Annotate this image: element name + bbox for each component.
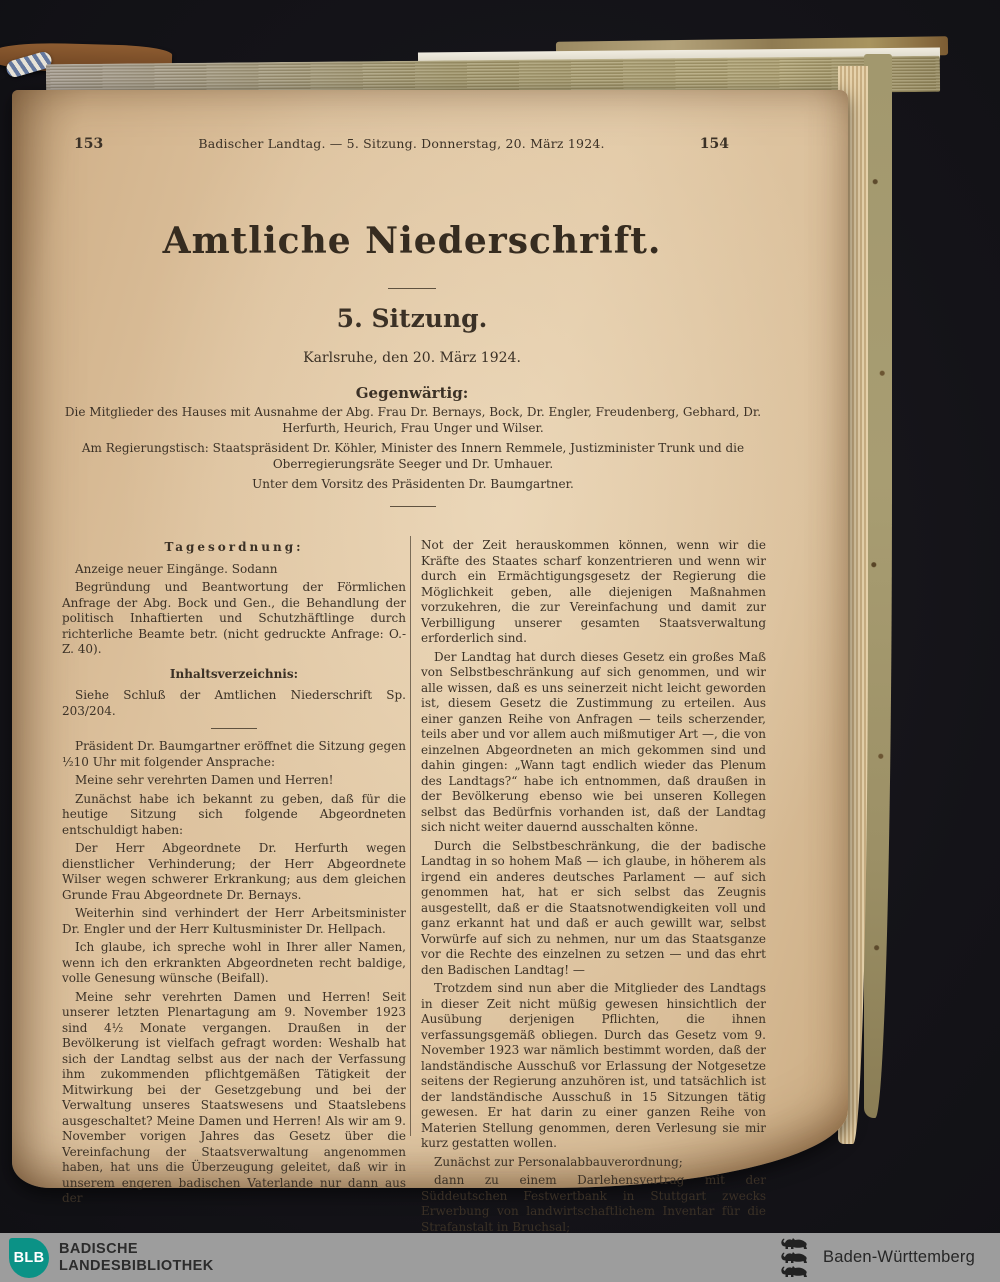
speech-paragraph: Durch die Selbstbeschränkung, die der badische Landtag in so hohem Maß — ich glaube, in höherem als irgend ein anderes deutsches Parlament — auf sich genommen hat, hat er sich selbst das Zeugnis ausgestellt, daß er die Staatsnotwendigkeiten voll und ganz erkannt hat und daß er auch gewillt war, selbst Vorwürfe auf sich zu nehmen, nur um das Staatsganze vor die Rechte des einzelnen zu setzen — und das ehrt den Badischen Landtag! — [421,838,766,977]
left-page-number: 153 [74,136,104,152]
toc-heading: Inhaltsverzeichnis: [169,666,299,681]
state-name: Baden-Württemberg [823,1248,975,1266]
attendance-members: Die Mitglieder des Hauses mit Ausnahme der Abg. Frau Dr. Bernays, Bock, Dr. Engler, Freudenberg, Gebhard, Dr. Herfurth, Heurich, Frau Unger und Wilser. [64,405,762,435]
speech-paragraph: Meine sehr verehrten Damen und Herren! Seit unserer letzten Plenartagung am 9. November 1923 sind 4½ Monate vergangen. Draußen in der Bevölkerung ist vielfach gefragt worden: Weshalb hat sich der Landtag selbst aus der nach der Verfassung ihm zukommenden pflichtgemäßen Tätigkeit der Mitwirkung bei der Gesetzgebung und bei der Verwaltung unseres Staatswesens und Staatslebens ausgeschaltet? Meine Damen und Herren! Als wir am 9. November vorigen Jahres das Gesetz über die Vereinfachung der Staatsverwaltung angenommen haben, hat uns die Überzeugung geleitet, daß wir in unserem engeren badischen Vaterlande nur dann aus der [62,989,406,1205]
library-footer-bar [0,1233,1000,1282]
speech-paragraph: Präsident Dr. Baumgartner eröffnet die Sitzung gegen ½10 Uhr mit folgender Ansprache: [62,739,406,769]
speech-paragraph: dann zu einem Darlehensvertrag mit der Süddeutschen Festwertbank in Stuttgart zwecks Erwerbung von landwirtschaftlichem Inventar für die Strafanstalt in Bruchsal; [421,1173,766,1234]
right-column [421,538,766,1238]
speech-paragraph: Not der Zeit herauskommen können, wenn wir die Kräfte des Staates scharf konzentrieren und wenn wir durch ein Ermächtigungsgesetz der Regierung die Möglichkeit geben, alle diejenigen Maßnahmen vorzukehren, die zur Vereinfachung und damit zur Verbilligung unserer gesamten Staatsverwaltung erforderlich sind. [421,538,766,645]
attendance-chair: Unter dem Vorsitz des Präsidenten Dr. Baumgartner. [252,477,574,491]
attendance-heading: Gegenwärtig: [355,384,469,402]
running-title: Badischer Landtag. — 5. Sitzung. Donnerstag, 20. März 1924. [198,136,605,151]
speech-paragraph: Weiterhin sind verhindert der Herr Arbeitsminister Dr. Engler und der Herr Kultusminister Dr. Hellpach. [62,906,406,936]
library-name-line2: LANDESBIBLIOTHEK [59,1257,214,1274]
marbled-cover-fore-edge [864,54,892,1118]
title-divider [388,288,436,289]
library-name [59,1241,214,1275]
section-divider [390,506,436,507]
speech-paragraph: Ich glaube, ich spreche wohl in Ihrer aller Namen, wenn ich den erkrankten Abgeordneten recht baldige, volle Genesung wünsche (Beifall). [62,940,406,985]
speech-paragraph: Der Herr Abgeordnete Dr. Herfurth wegen dienstlicher Verhinderung; der Herr Abgeordnete Wilser wegen schwerer Erkrankung; aus dem gleichen Grunde Frau Abgeordnete Dr. Bernays. [62,841,406,902]
agenda-heading: Tagesordnung: [164,540,304,554]
page-header [74,136,729,152]
toc-line: Siehe Schluß der Amtlichen Niederschrift Sp. 203/204. [62,688,406,718]
dateline: Karlsruhe, den 20. März 1924. [303,350,521,366]
speech-paragraph: Zunächst habe ich bekannt zu geben, daß für die heutige Sitzung sich folgende Abgeordneten entschuldigt haben: [62,791,406,837]
speech-paragraph: Meine sehr verehrten Damen und Herren! [75,773,334,787]
attendance-government: Am Regierungstisch: Staatspräsident Dr. Köhler, Minister des Innern Remmele, Justizminister Trunk und die Oberregierungsräte Seeger und Dr. Umhauer. [81,441,745,471]
document-title: Amtliche Niederschrift. [162,220,662,262]
coat-of-arms-icon [777,1237,811,1279]
blb-logo-text: BLB [13,1249,45,1266]
speech-paragraph: Der Landtag hat durch dieses Gesetz ein großes Maß von Selbstbeschränkung auf sich genommen, und wir alle wissen, daß es uns seinerzeit nicht leicht geworden ist, diesem Gesetz die Zustimmung zu erteilen. Aus einer ganzen Reihe von Anfragen — teils scherzender, teils aber und vor allem auch mißmutiger Art —, die von einzelnen Abgeordneten an mich gekommen sind und dahin gingen: „Wann tagt endlich wieder das Plenum des Landtags?“ habe ich entnommen, daß draußen in der Bevölkerung ebenso wie bei unseren Kollegen selbst das Bedürfnis vorhanden ist, daß der Landtag sich nicht weiter dauernd ausschalten könne. [421,649,766,834]
column-rule [410,536,411,1136]
speech-divider [211,728,257,729]
session-heading: 5. Sitzung. [336,304,488,333]
state-branding [777,1233,975,1282]
speech-paragraph: Trotzdem sind nun aber die Mitglieder des Landtags in dieser Zeit nicht müßig gewesen hinsichtlich der Ausübung derjenigen Pflichten, die ihnen verfassungsgemäß obliegen. Durch das Gesetz vom 9. November 1923 war nämlich bestimmt worden, daß der landständische Ausschuß vor Erlassung der Notgesetze seitens der Regierung anzuhören ist, und tatsächlich ist der landständische Ausschuß in 15 Sitzungen tätig gewesen. Er hat darin zu einer ganzen Reihe von Materien Stellung genommen, deren Verlesung sie mir kurz gestatten wollen. [421,981,766,1150]
library-name-line1: BADISCHE [59,1240,138,1257]
agenda-item: Begründung und Beantwortung der Förmlichen Anfrage der Abg. Bock und Gen., die Behandlung der politisch Inhaftierten und Schutzhäftlinge durch richterliche Beamte betr. (nicht gedruckte Anfrage: O.-Z. 40). [62,580,406,656]
right-page-number: 154 [699,136,729,152]
blb-logo [9,1238,49,1278]
scanned-page [12,90,848,1234]
speech-paragraph: Zunächst zur Personalabbauverordnung; [434,1154,683,1169]
left-column [62,538,406,1210]
agenda-item: Anzeige neuer Eingänge. Sodann [75,561,278,576]
